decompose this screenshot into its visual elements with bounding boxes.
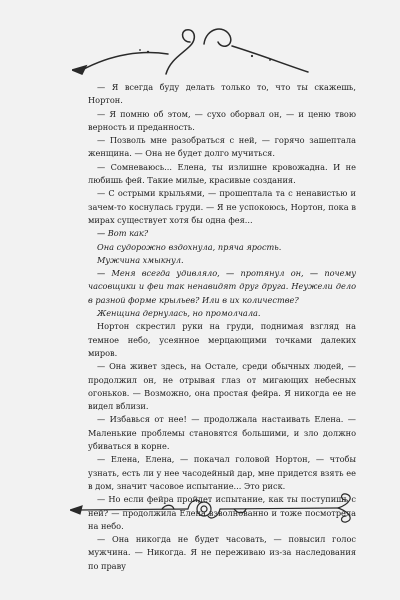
paragraph: — Она живет здесь, на Остале, среди обычных людей, — продолжил он, не отрывая глаз от мигающих небесных огоньков. — Возможно, она простая фейра. Я никогда ее не видел вблизи. [88,361,356,412]
paragraph: — Вот как? [97,228,149,239]
paragraph: — Я помню об этом, — сухо оборвал он, — и ценю твою верность и преданность. [88,108,356,132]
paragraph: Нортон скрестил руки на груди, поднимая взгляд на темное небо, усеянное мерцающими точками далеких миров. [88,321,356,358]
bottom-scroll-ornament [70,488,360,528]
paragraph: — Но если фейра пройдет испытание, как ты поступишь с ней? — продолжила Елена взволнованно и тоже посмотрела на небо. [88,494,356,531]
paragraph: — Позволь мне разобраться с ней, — горячо зашептала женщина. — Она не будет долго мучиться. [88,135,356,159]
top-flourish-ornament [72,14,322,82]
paragraph: Женщина дернулась, но промолчала. [97,308,261,319]
paragraph: — Сомневаюсь... Елена, ты излишне кровожадна. И не любишь фей. Такие милые, красивые создания. [88,161,356,186]
paragraph: Мужчина хмыкнул. [97,254,184,265]
paragraph: — Она никогда не будет часовать, — повысил голос мужчина. — Никогда. Я не переживаю из-за наследования по праву [88,534,356,571]
paragraph: — Елена, Елена, — покачал головой Нортон, — чтобы узнать, есть ли у нее часодейный дар, мне придется взять ее в дом, значит часовое испытание... Это риск. [88,454,356,491]
paragraph: — Я всегда буду делать только то, что ты скажешь, Нортон. [88,82,356,106]
paragraph: — Избавься от нее! — продолжала настаивать Елена. — Маленькие проблемы становятся большими, и зло должно убиваться в корне. [88,414,356,452]
paragraph: Она судорожно вздохнула, пряча ярость. [97,241,282,252]
paragraph: — С острыми крыльями, — прошептала та с ненавистью и зачем-то коснулась груди. — Я не успокоюсь, Нортон, пока в мирах существует хотя бы одна фея... [88,188,356,225]
paragraph: — Меня всегда удивляло, — протянул он, — почему часовщики и феи так ненавидят друг друга. Неужели дело в разной форме крыльев? Или в их количестве? [88,268,356,305]
